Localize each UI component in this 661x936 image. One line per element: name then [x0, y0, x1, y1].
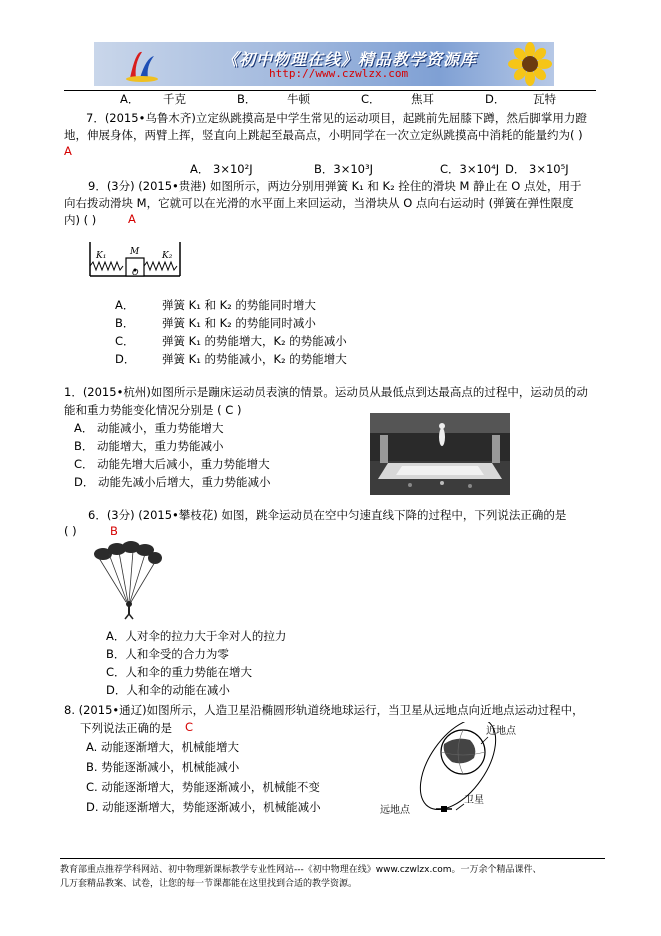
q9-option-a-text: 弹簧 K₁ 和 K₂ 的势能同时增大: [162, 298, 316, 312]
fig-label-o: O: [132, 268, 139, 277]
q9-option-d-label: D．: [115, 352, 136, 366]
q1-option-b: B． 动能增大，重力势能减小: [74, 439, 224, 453]
q9-option-c-label: C．: [115, 334, 135, 348]
sunflower-icon: [504, 42, 554, 86]
q9-option-c-text: 弹簧 K₁ 的势能增大，K₂ 的势能减小: [162, 334, 347, 348]
prev-option-d-label: D．: [485, 92, 506, 106]
fig-label-satellite: 卫星: [464, 795, 484, 806]
spring-k1: [90, 262, 123, 270]
q7-option-a: A． 3×10²J: [190, 162, 253, 176]
q9-option-d-text: 弹簧 K₁ 的势能减小，K₂ 的势能增大: [162, 352, 347, 366]
prev-option-c-text: 焦耳: [411, 92, 434, 106]
q1-option-d: D． 动能先减小后增大，重力势能减小: [74, 475, 271, 489]
q9-answer: A: [128, 212, 136, 226]
banner-url: http://www.czwlzx.com: [269, 67, 409, 80]
parachute-photo: [93, 540, 163, 620]
q7-line2: 地，伸展身体，两臂上挥，竖直向上跳起至最高点，小明同学在一次立定纵跳摸高中消耗的能量约为( ): [64, 128, 583, 142]
q9-line1: 9．(3分) (2015•贵港) 如图所示，两边分别用弹簧 K₁ 和 K₂ 拴住的滑块 M 静止在 O 点处，用于: [88, 179, 582, 193]
q9-option-b-text: 弹簧 K₁ 和 K₂ 的势能同时减小: [162, 316, 316, 330]
fig-label-k1: K₁: [96, 251, 107, 261]
header-banner: [94, 42, 554, 86]
q1-line1: 1．(2015•杭州)如图所示是蹦床运动员表演的情景。运动员从最低点到达最高点的过程中，运动员的动: [64, 385, 588, 399]
header-rule: [64, 90, 596, 91]
q7-option-c: C．3×10⁴J: [440, 162, 500, 176]
spring-block-figure: [88, 240, 183, 280]
q8-line1: 8. (2015•通辽)如图所示，人造卫星沿椭圆形轨道绕地球运行，当卫星从远地点向近地点运动过程中，: [64, 703, 584, 717]
q6-line1: 6．(3分) (2015•攀枝花) 如图，跳伞运动员在空中匀速直线下降的过程中，下列说法正确的是: [88, 508, 567, 522]
q7-answer: A: [64, 144, 72, 158]
trampoline-photo: [370, 413, 510, 495]
satellite-orbit-figure: [378, 722, 558, 822]
q8-option-a: A. 动能逐渐增大，机械能增大: [86, 740, 239, 754]
prev-option-a-label: A．: [120, 92, 140, 106]
prev-option-b-text: 牛顿: [287, 92, 310, 106]
q9-option-a-label: A．: [115, 298, 135, 312]
q7-line1: 7．(2015•乌鲁木齐)立定纵跳摸高是中学生常见的运动项目，起跳前先屈膝下蹲，然后脚掌用力蹬: [86, 111, 587, 125]
q1-option-a: A． 动能减小，重力势能增大: [74, 421, 224, 435]
q7-option-d: D． 3×10⁵J: [505, 162, 569, 176]
q8-option-d: D. 动能逐渐增大，势能逐渐减小，机械能减小: [86, 800, 321, 814]
prev-option-a-text: 千克: [163, 92, 186, 106]
footer-rule: [60, 858, 605, 859]
q6-option-d: D．人和伞的动能在减小: [106, 683, 230, 697]
q1-line2: 能和重力势能变化情况分别是 ( C ): [64, 403, 242, 417]
fig-label-apogee: 远地点: [380, 805, 410, 816]
footer: [60, 863, 605, 891]
prev-option-d-text: 瓦特: [533, 92, 556, 106]
q8-option-b: B. 势能逐渐减小，机械能减小: [86, 760, 240, 774]
fig-label-m: M: [130, 247, 140, 257]
q6-option-a: A．人对伞的拉力大于伞对人的拉力: [106, 629, 287, 643]
fig-label-perigee: 近地点: [486, 726, 516, 737]
fig-label-k2: K₂: [162, 251, 173, 261]
footer-line1: 教育部重点推荐学科网站、初中物理新课标教学专业性网站---《初中物理在线》www.czwlzx.com。一万余个精品课件、: [60, 865, 542, 875]
q8-line2: 下列说法正确的是: [80, 721, 172, 735]
q6-option-c: C．人和伞的重力势能在增大: [106, 665, 253, 679]
q7-option-b: B．3×10³J: [314, 162, 373, 176]
q6-line2: ( ): [64, 524, 77, 538]
q8-answer: C: [185, 720, 194, 734]
q6-answer: B: [110, 524, 118, 538]
q9-line3: 内) ( ): [64, 213, 97, 227]
q8-option-c: C. 动能逐渐增大，势能逐渐减小，机械能不变: [86, 780, 320, 794]
prev-option-c-label: C．: [361, 92, 381, 106]
q9-option-b-label: B．: [115, 316, 135, 330]
logo-icon: [122, 44, 162, 84]
prev-option-b-label: B．: [237, 92, 257, 106]
spring-k2: [144, 262, 177, 270]
q6-option-b: B．人和伞受的合力为零: [106, 647, 229, 661]
q9-line2: 向右拨动滑块 M，它就可以在光滑的水平面上来回运动，当滑块从 O 点向右运动时 (弹簧在弹性限度: [64, 196, 574, 210]
q1-option-c: C． 动能先增大后减小，重力势能增大: [74, 457, 270, 471]
footer-line2: 几万套精品教案、试卷，让您的每一节课都能在这里找到合适的教学资源。: [60, 879, 358, 889]
banner-title: 《初中物理在线》精品教学资源库: [222, 50, 478, 69]
